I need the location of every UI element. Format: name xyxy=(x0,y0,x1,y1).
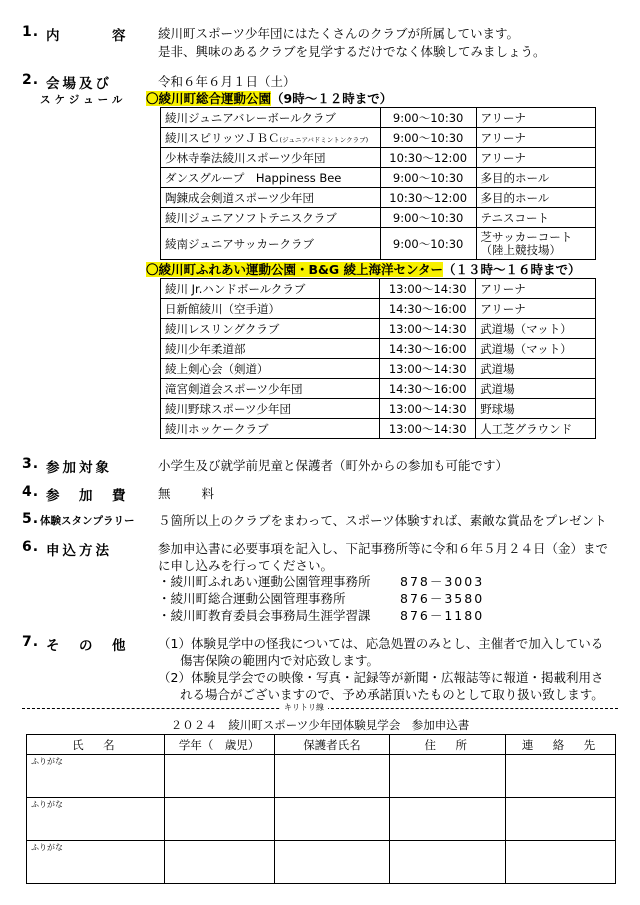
venue-1-heading xyxy=(146,91,392,107)
schedule-table-2 xyxy=(160,278,596,439)
table-row xyxy=(161,379,596,399)
section-1-line-1: 綾川町スポーツ少年団にはたくさんのクラブが所属しています。 xyxy=(158,26,520,41)
table-row xyxy=(161,208,596,228)
header-grade: 学年（ 歳児） xyxy=(164,735,274,755)
name-field[interactable] xyxy=(27,798,165,841)
section-2-number: 2. xyxy=(22,72,40,88)
club-time: 13:00～14:30 xyxy=(380,319,476,339)
club-name: 綾川野球スポーツ少年団 xyxy=(161,399,380,419)
table-row xyxy=(161,399,596,419)
club-name: 綾川 Jr.ハンドボールクラブ xyxy=(161,279,380,299)
section-5-label: 体験スタンプラリー xyxy=(40,515,135,527)
application-form-table xyxy=(26,734,616,884)
club-time: 13:00～14:30 xyxy=(380,419,476,439)
club-name: ダンスグループ Happiness Bee xyxy=(161,168,381,188)
section-1-label: 内 容 xyxy=(46,28,129,44)
club-time: 9:00～10:30 xyxy=(380,168,476,188)
header-name: 氏 名 xyxy=(27,735,165,755)
table-row xyxy=(161,319,596,339)
venue-2-heading xyxy=(146,262,581,278)
contact-field[interactable] xyxy=(506,841,616,884)
contact-field[interactable] xyxy=(506,798,616,841)
club-place: 多目的ホール xyxy=(476,188,595,208)
office-3-name: ・綾川町教育委員会事務局生涯学習課 xyxy=(158,608,371,623)
section-1-number: 1. xyxy=(22,24,40,40)
club-place: 武道場（マット） xyxy=(476,319,596,339)
note-2-line-2: れる場合がございますので、予め承諾頂いたものとして取り扱い致します。 xyxy=(180,687,604,702)
header-contact: 連 絡 先 xyxy=(506,735,616,755)
club-time: 9:00～10:30 xyxy=(380,128,476,148)
table-row xyxy=(161,299,596,319)
table-row xyxy=(161,228,596,260)
table-row xyxy=(161,339,596,359)
club-time: 14:30～16:00 xyxy=(380,339,476,359)
club-name xyxy=(161,128,381,148)
furigana-label: ふりがな xyxy=(31,800,63,809)
event-date: 令和６年６月１日（土） xyxy=(158,74,296,89)
club-name: 少林寺拳法綾川スポーツ少年団 xyxy=(161,148,381,168)
club-place: 武道場 xyxy=(476,379,596,399)
table-row xyxy=(161,419,596,439)
club-place-line-2: （陸上競技場） xyxy=(480,242,562,257)
club-name: 綾川ジュニアバレーボールクラブ xyxy=(161,108,381,128)
club-name: 綾川レスリングクラブ xyxy=(161,319,380,339)
guardian-field[interactable] xyxy=(274,841,390,884)
club-time: 10:30～12:00 xyxy=(380,188,476,208)
club-place xyxy=(476,228,595,260)
club-time: 9:00～10:30 xyxy=(380,228,476,260)
section-4-label: 参 加 費 xyxy=(46,488,129,504)
cut-line-label: キリトリ線 xyxy=(280,702,328,713)
section-5-number: 5. xyxy=(22,511,40,527)
name-field[interactable] xyxy=(27,841,165,884)
club-time: 9:00～10:30 xyxy=(380,108,476,128)
club-place-line-1: 芝サッカーコート xyxy=(480,229,573,244)
club-place: 野球場 xyxy=(476,399,596,419)
table-row xyxy=(161,279,596,299)
club-place: 人工芝グラウンド xyxy=(476,419,596,439)
address-field[interactable] xyxy=(390,841,506,884)
guardian-field[interactable] xyxy=(274,798,390,841)
club-name: 綾川ジュニアソフトテニスクラブ xyxy=(161,208,381,228)
club-name: 日新館綾川（空手道） xyxy=(161,299,380,319)
table-row xyxy=(161,188,596,208)
club-name: 綾川少年柔道部 xyxy=(161,339,380,359)
venue-2-time: （１３時～１６時まで） xyxy=(443,262,581,277)
table-row xyxy=(161,128,596,148)
section-6-number: 6. xyxy=(22,539,40,555)
office-1-name: ・綾川町ふれあい運動公園管理事務所 xyxy=(158,574,371,589)
section-6-line-2: に申し込みを行ってください。 xyxy=(158,558,334,573)
club-name: 綾川ホッケークラブ xyxy=(161,419,380,439)
section-1-line-2: 是非、興味のあるクラブを見学するだけでなく体験してみましょう。 xyxy=(158,44,546,59)
club-name-text: 綾川スピリッツＪＢＣ xyxy=(165,130,280,145)
club-name: 綾上剣心会（剣道） xyxy=(161,359,380,379)
section-6-label: 申込方法 xyxy=(46,543,112,559)
name-field[interactable] xyxy=(27,755,165,798)
furigana-label: ふりがな xyxy=(31,843,63,852)
venue-2-name: 〇綾川町ふれあい運動公園・B&G 綾上海洋センター xyxy=(146,262,444,277)
address-field[interactable] xyxy=(390,755,506,798)
venue-1-time: （9時～１２時まで） xyxy=(271,91,393,106)
club-time: 13:00～14:30 xyxy=(380,399,476,419)
header-guardian: 保護者氏名 xyxy=(274,735,390,755)
office-2-name: ・綾川町総合運動公園管理事務所 xyxy=(158,591,346,606)
guardian-field[interactable] xyxy=(274,755,390,798)
club-name: 陶錬成会剣道スポーツ少年団 xyxy=(161,188,381,208)
club-place: アリーナ xyxy=(476,299,596,319)
club-place: テニスコート xyxy=(476,208,595,228)
club-place: アリーナ xyxy=(476,148,595,168)
form-title: ２０２４ 綾川町スポーツ少年団体験見学会 参加申込書 xyxy=(170,718,470,732)
table-row xyxy=(161,108,596,128)
grade-field[interactable] xyxy=(164,755,274,798)
note-1-line-2: 傷害保険の範囲内で対応致します。 xyxy=(180,653,380,668)
club-time: 14:30～16:00 xyxy=(380,299,476,319)
club-time: 9:00～10:30 xyxy=(380,208,476,228)
club-time: 10:30～12:00 xyxy=(380,148,476,168)
club-place: 武道場 xyxy=(476,359,596,379)
club-note: (ジュニアバドミントンクラブ) xyxy=(279,135,369,144)
section-2-label: 会場及び xyxy=(46,76,112,92)
section-7-number: 7. xyxy=(22,634,40,650)
section-4-text: 無 料 xyxy=(158,486,217,501)
office-3-tel: 876－1180 xyxy=(400,608,485,623)
section-3-text: 小学生及び就学前児童と保護者（町外からの参加も可能です） xyxy=(158,458,509,473)
grade-field[interactable] xyxy=(164,798,274,841)
furigana-label: ふりがな xyxy=(31,757,63,766)
club-place: アリーナ xyxy=(476,108,595,128)
form-entry-row xyxy=(27,798,616,841)
club-time: 14:30～16:00 xyxy=(380,379,476,399)
note-1-line-1: （1）体験見学中の怪我については、応急処置のみとし、主催者で加入している xyxy=(158,636,604,651)
office-1-tel: 878－3003 xyxy=(400,574,485,589)
table-row xyxy=(161,359,596,379)
section-5-text: ５箇所以上のクラブをまわって、スポーツ体験すれば、素敵な賞品をプレゼント xyxy=(158,513,607,528)
grade-field[interactable] xyxy=(164,841,274,884)
club-place: 多目的ホール xyxy=(476,168,595,188)
form-header-row xyxy=(27,735,616,755)
office-2-tel: 876－3580 xyxy=(400,591,485,606)
club-name: 綾南ジュニアサッカークラブ xyxy=(161,228,381,260)
section-2-sublabel: スケジュール xyxy=(40,94,127,106)
club-place: アリーナ xyxy=(476,128,595,148)
schedule-table-1 xyxy=(160,107,596,260)
section-7-label: そ の 他 xyxy=(46,638,129,654)
club-time: 13:00～14:30 xyxy=(380,279,476,299)
table-row xyxy=(161,148,596,168)
section-3-number: 3. xyxy=(22,456,40,472)
address-field[interactable] xyxy=(390,798,506,841)
form-entry-row xyxy=(27,841,616,884)
header-address: 住 所 xyxy=(390,735,506,755)
club-place: アリーナ xyxy=(476,279,596,299)
club-time: 13:00～14:30 xyxy=(380,359,476,379)
section-4-number: 4. xyxy=(22,484,40,500)
note-2-line-1: （2）体験見学会での映像・写真・記録等が新聞・広報誌等に報道・掲載利用さ xyxy=(158,670,604,685)
form-entry-row xyxy=(27,755,616,798)
section-3-label: 参加対象 xyxy=(46,460,112,476)
table-row xyxy=(161,168,596,188)
section-6-line-1: 参加申込書に必要事項を記入し、下記事務所等に令和６年５月２４日（金）まで xyxy=(158,541,609,556)
club-name: 滝宮剣道会スポーツ少年団 xyxy=(161,379,380,399)
club-place: 武道場（マット） xyxy=(476,339,596,359)
venue-1-name: 〇綾川町総合運動公園 xyxy=(146,91,272,106)
contact-field[interactable] xyxy=(506,755,616,798)
